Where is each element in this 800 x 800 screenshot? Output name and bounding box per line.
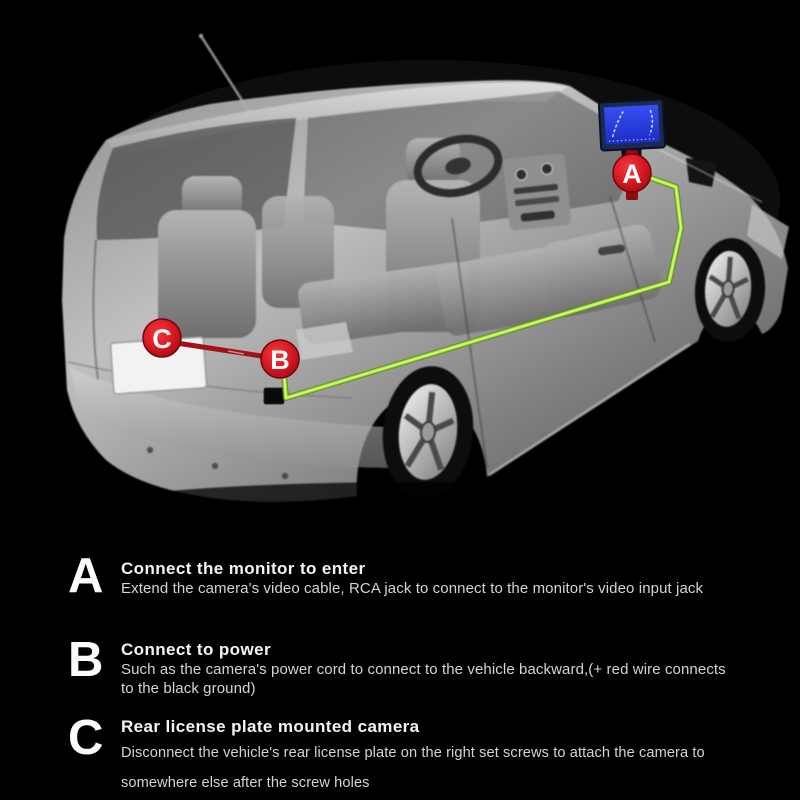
- legend-desc-b-1: Such as the camera's power cord to connect to the vehicle backward,(+ red wire connects: [121, 661, 726, 678]
- legend-letter-c: C: [68, 711, 104, 765]
- legend-desc-b-2: to the black ground): [121, 679, 256, 697]
- legend-row-c: [121, 717, 781, 797]
- dashboard-console: [503, 153, 572, 231]
- legend-desc-a-1: Extend the camera's video cable, RCA jack to connect to the monitor's video input jack: [121, 580, 704, 597]
- legend-row-a: [121, 559, 781, 598]
- legend-title-a: Connect the monitor to enter: [121, 559, 366, 578]
- marker-b-letter: B: [270, 345, 290, 375]
- ground-shadow: [90, 482, 750, 534]
- legend-title-c: Rear license plate mounted camera: [121, 717, 420, 736]
- marker-b: [261, 340, 299, 378]
- marker-a-letter: A: [622, 159, 642, 189]
- rear-camera-unit: [264, 388, 284, 404]
- legend-row-b: [121, 640, 781, 697]
- monitor-screen: [604, 105, 660, 145]
- marker-c: [143, 319, 181, 357]
- legend-title-b: Connect to power: [121, 640, 271, 659]
- legend-letter-a: A: [68, 549, 104, 603]
- legend-letter-b: B: [68, 633, 104, 687]
- marker-c-letter: C: [152, 324, 172, 354]
- legend-desc-c-1: Disconnect the vehicle's rear license plate on the right set screws to attach the camera to: [121, 745, 705, 761]
- legend-desc-c-2: somewhere else after the screw holes: [121, 775, 370, 791]
